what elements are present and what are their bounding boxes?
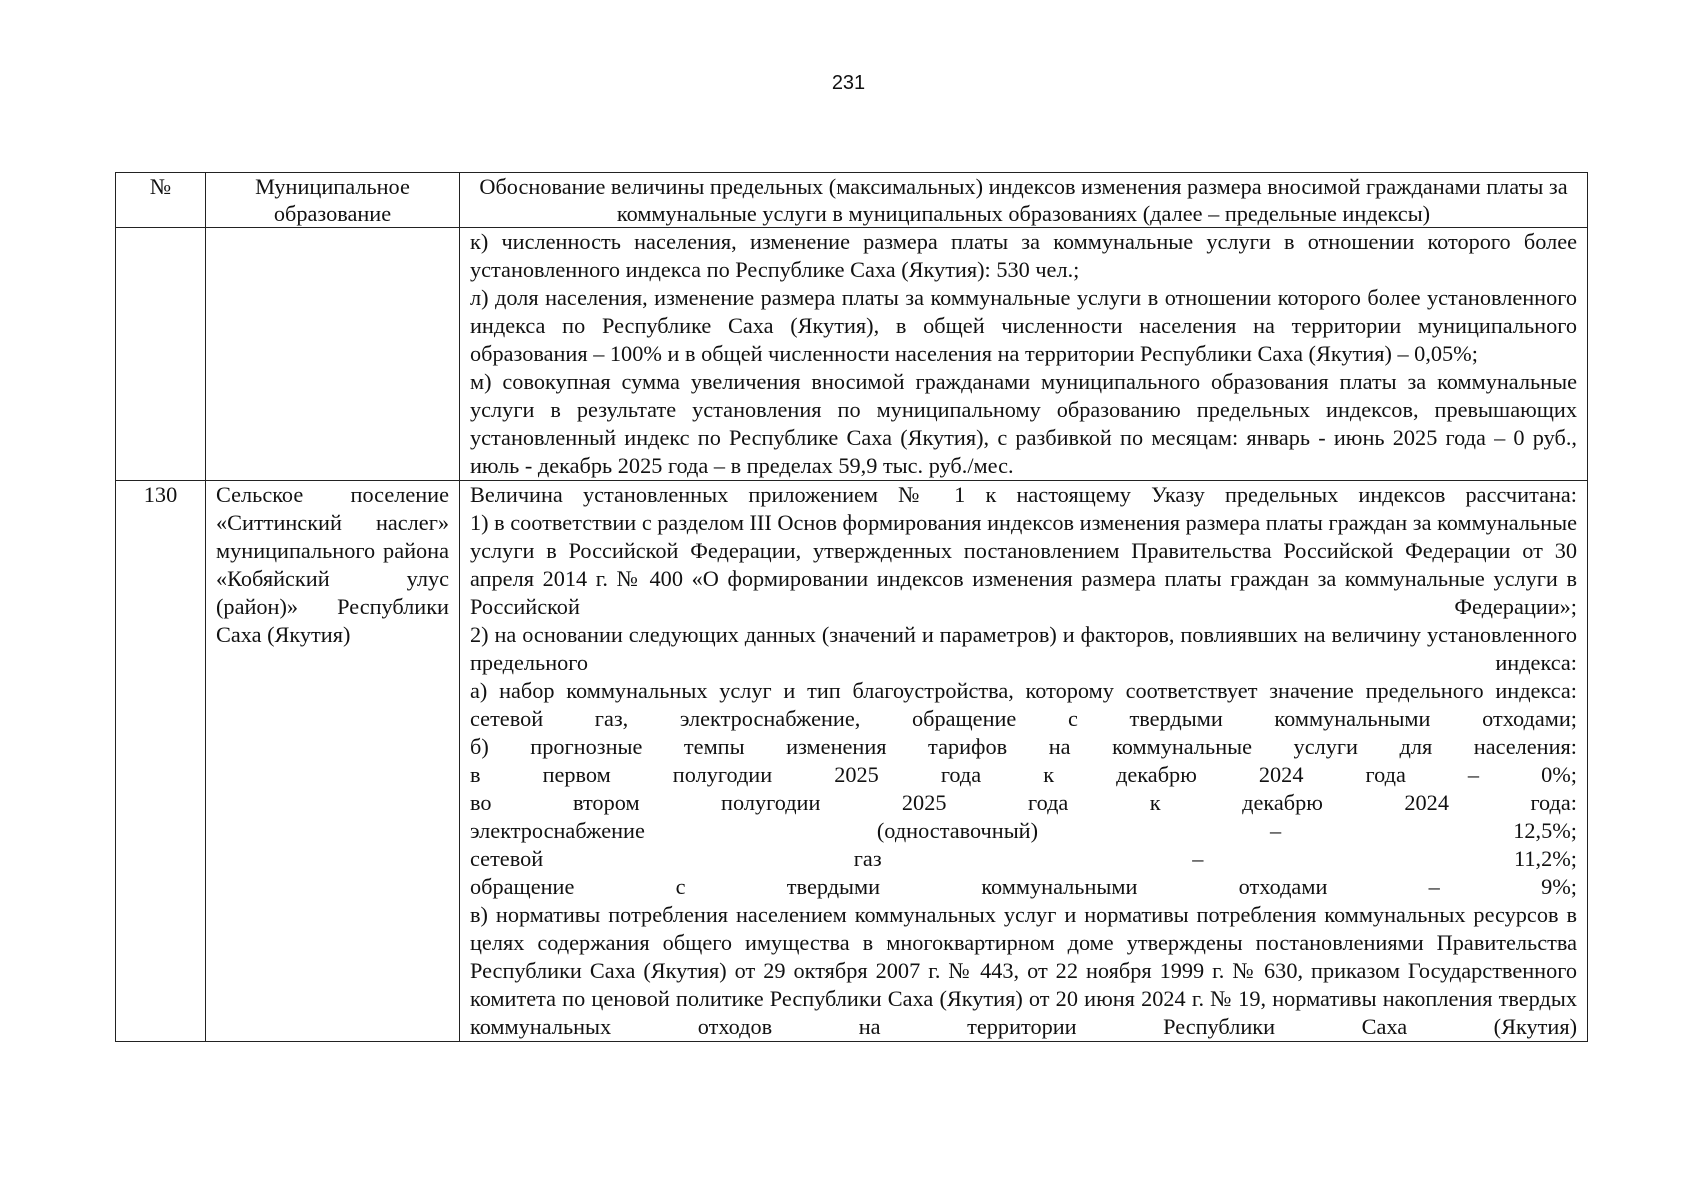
page-number: 231: [831, 72, 866, 94]
justification-paragraph: электроснабжение (одноставочный) – 12,5%;: [470, 818, 1577, 843]
row-municipality: [206, 228, 460, 481]
justification-paragraph: м) совокупная сумма увеличения вносимой гражданами муниципального образования платы за коммунальные услуги в результате установления по муниципальному образованию предельных индексов, превышающих установленный индекс по Республике Саха (Якутия), с разбивкой по месяцам: январь - июнь 2025 года – 0 руб., июль - декабрь 2025 года – в пределах 59,9 тыс. руб./мес.: [470, 369, 1577, 478]
justification-paragraph: 1) в соответствии с разделом III Основ формирования индексов изменения размера платы граждан за коммунальные услуги в Российской Федерации, утвержденных постановлением Правительства Российской Федерации от 30 апреля 2014 г. № 400 «О формировании индексов изменения размера платы граждан за коммунальные услуги в Российской Федерации»;: [470, 510, 1577, 619]
justification-table: [115, 172, 1588, 1042]
row-municipality: Сельское поселение «Ситтинский наслег» муниципального района «Кобяйский улус (район)» Республики Саха (Якутия): [206, 481, 460, 1042]
justification-paragraph: к) численность населения, изменение размера платы за коммунальные услуги в отношении которого более установленного индекса по Республике Саха (Якутия): 530 чел.;: [470, 229, 1577, 282]
justification-paragraph: во втором полугодии 2025 года к декабрю 2024 года:: [470, 790, 1577, 815]
table-row: [116, 481, 1588, 1042]
justification-paragraph: Величина установленных приложением № 1 к настоящему Указу предельных индексов рассчитана:: [470, 482, 1577, 507]
table-row: [116, 228, 1588, 481]
row-justification: [460, 481, 1588, 1042]
justification-paragraph: в) нормативы потребления населением коммунальных услуг и нормативы потребления коммунальных ресурсов в целях содержания общего имущества в многоквартирном доме утверждены постановлениями Правительства Республики Саха (Якутия) от 29 октября 2007 г. № 443, от 22 ноября 1999 г. № 630, приказом Государственного комитета по ценовой политике Республики Саха (Якутия) от 20 июня 2024 г. № 19, нормативы накопления твердых коммунальных отходов на территории Республики Саха (Якутия): [470, 902, 1577, 1039]
justification-paragraph: б) прогнозные темпы изменения тарифов на коммунальные услуги для населения:: [470, 734, 1577, 759]
justification-paragraph: сетевой газ – 11,2%;: [470, 846, 1577, 871]
justification-paragraph: л) доля населения, изменение размера платы за коммунальные услуги в отношении которого более установленного индекса по Республике Саха (Якутия), в общей численности населения на территории муниципального образования – 100% и в общей численности населения на территории Республики Саха (Якутия) – 0,05%;: [470, 285, 1577, 366]
header-justification: Обоснование величины предельных (максимальных) индексов изменения размера вносимой гражданами платы за коммунальные услуги в муниципальных образованиях (далее – предельные индексы): [460, 173, 1588, 228]
justification-paragraph: 2) на основании следующих данных (значений и параметров) и факторов, повлиявших на величину установленного предельного индекса:: [470, 622, 1577, 675]
row-justification: [460, 228, 1588, 481]
justification-paragraph: а) набор коммунальных услуг и тип благоустройства, которому соответствует значение предельного индекса: сетевой газ, электроснабжение, обращение с твердыми коммунальными отходами;: [470, 678, 1577, 731]
justification-paragraph: в первом полугодии 2025 года к декабрю 2024 года – 0%;: [470, 762, 1577, 787]
header-number: №: [116, 173, 206, 228]
header-municipality: Муниципальное образование: [206, 173, 460, 228]
justification-paragraph: обращение с твердыми коммунальными отходами – 9%;: [470, 874, 1577, 899]
table-header-row: [116, 173, 1588, 228]
row-number: [116, 228, 206, 481]
row-number: 130: [116, 481, 206, 1042]
